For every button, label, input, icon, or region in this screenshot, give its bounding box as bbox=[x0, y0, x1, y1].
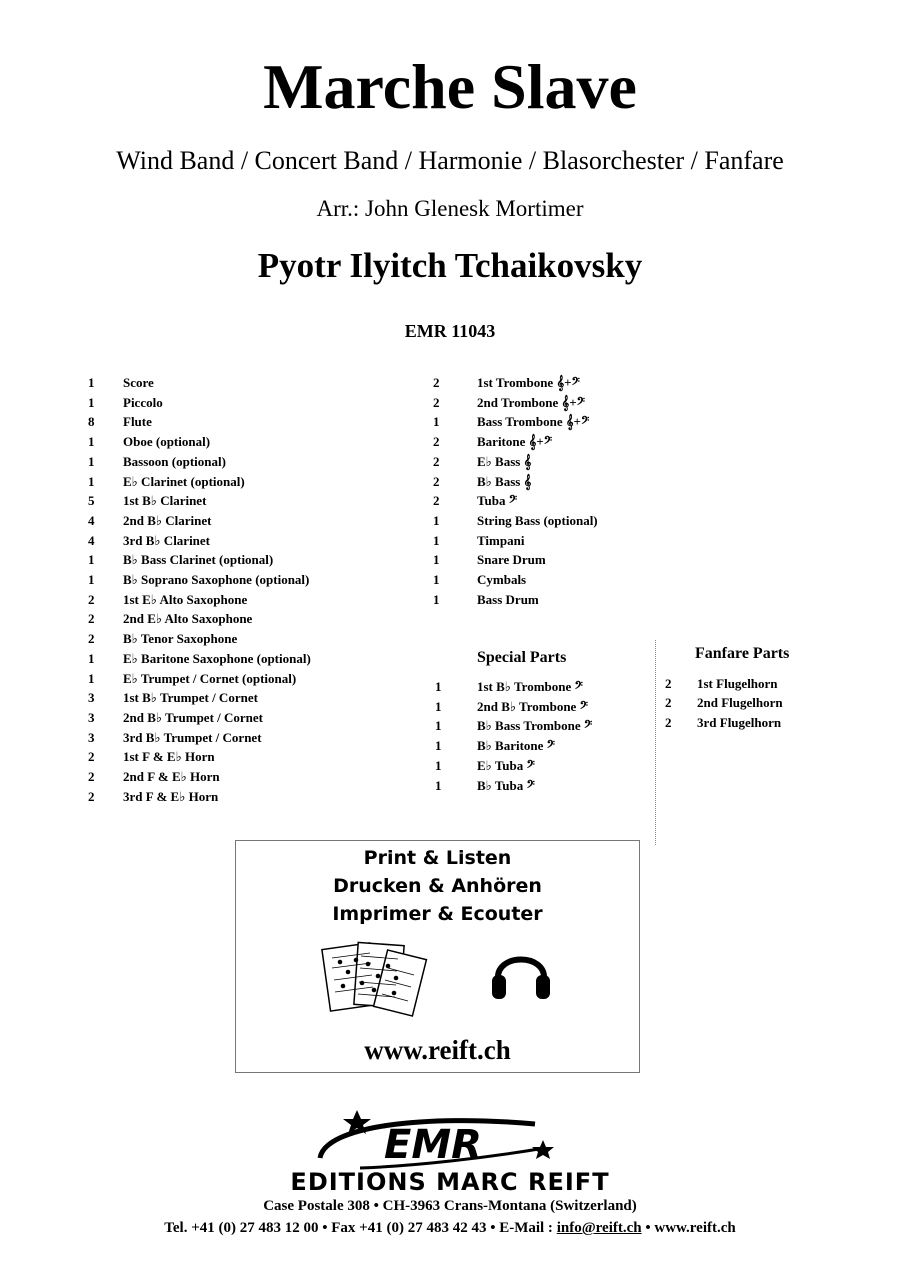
part-quantity: 1 bbox=[435, 757, 442, 773]
arranger-credit: Arr.: John Glenesk Mortimer bbox=[316, 196, 584, 221]
part-quantity: 2 bbox=[433, 434, 440, 450]
part-quantity: 2 bbox=[665, 714, 672, 730]
part-quantity: 2 bbox=[433, 375, 440, 390]
promo-line-english: Print & Listen bbox=[363, 847, 512, 869]
contact-website[interactable]: • www.reift.ch bbox=[641, 1220, 736, 1236]
part-name: Oboe (optional) bbox=[123, 434, 211, 450]
part-name: 1st B♭ Trombone 𝄢 bbox=[477, 679, 583, 694]
part-quantity: 1 bbox=[88, 434, 95, 450]
special-parts-list bbox=[435, 677, 655, 797]
part-name: B♭ Tenor Saxophone bbox=[123, 631, 238, 647]
part-quantity: 4 bbox=[88, 532, 95, 548]
part-quantity: 2 bbox=[88, 611, 95, 627]
part-name: 3rd F & E♭ Horn bbox=[123, 788, 219, 804]
page-title: Marche Slave bbox=[263, 51, 637, 122]
parts-list-right bbox=[433, 373, 663, 613]
part-name: E♭ Bass 𝄞 bbox=[477, 453, 532, 469]
part-name: 2nd E♭ Alto Saxophone bbox=[123, 611, 253, 627]
part-name: 2nd F & E♭ Horn bbox=[123, 769, 220, 784]
part-name: Bass Trombone 𝄞+𝄢 bbox=[477, 414, 590, 430]
part-quantity: 1 bbox=[435, 738, 442, 754]
part-name: 2nd B♭ Trombone 𝄢 bbox=[477, 698, 588, 714]
promo-line-german: Drucken & Anhören bbox=[333, 875, 542, 897]
part-quantity: 2 bbox=[433, 493, 440, 509]
part-name: Flute bbox=[123, 414, 152, 430]
email-link[interactable]: info@reift.ch bbox=[556, 1220, 642, 1236]
part-quantity: 1 bbox=[88, 650, 95, 666]
part-quantity: 2 bbox=[433, 394, 440, 410]
part-name: B♭ Baritone 𝄢 bbox=[477, 738, 556, 754]
part-quantity: 1 bbox=[433, 414, 440, 430]
part-quantity: 2 bbox=[88, 749, 95, 765]
part-quantity: 3 bbox=[88, 690, 95, 706]
publisher-name: EDITIONS MARC REIFT bbox=[290, 1168, 610, 1196]
part-quantity: 1 bbox=[433, 512, 440, 528]
sheet-music-icon bbox=[316, 938, 431, 1020]
emr-logo bbox=[305, 1106, 565, 1172]
part-quantity: 1 bbox=[88, 670, 95, 686]
part-name: Score bbox=[123, 375, 154, 390]
part-name: 1st Flugelhorn bbox=[697, 676, 778, 691]
part-quantity: 5 bbox=[88, 493, 95, 509]
part-name: 1st B♭ Trumpet / Cornet bbox=[123, 690, 258, 706]
headphones-icon bbox=[486, 939, 556, 1009]
part-name: 2nd Flugelhorn bbox=[697, 695, 783, 711]
part-name: E♭ Tuba 𝄢 bbox=[477, 757, 535, 773]
part-name: B♭ Bass 𝄞 bbox=[477, 473, 532, 489]
part-quantity: 2 bbox=[433, 453, 440, 469]
part-quantity: 1 bbox=[435, 718, 442, 734]
part-name: Bassoon (optional) bbox=[123, 453, 226, 469]
part-name: 3rd Flugelhorn bbox=[697, 714, 782, 730]
part-quantity: 1 bbox=[88, 552, 95, 568]
part-name: Snare Drum bbox=[477, 552, 546, 568]
part-name: B♭ Bass Trombone 𝄢 bbox=[477, 718, 593, 734]
part-quantity: 1 bbox=[88, 453, 95, 469]
part-name: B♭ Tuba 𝄢 bbox=[477, 777, 535, 793]
part-quantity: 2 bbox=[665, 695, 672, 711]
part-name: B♭ Bass Clarinet (optional) bbox=[123, 552, 274, 568]
part-quantity: 2 bbox=[88, 591, 95, 607]
ensemble-subtitle: Wind Band / Concert Band / Harmonie / Blasorchester / Fanfare bbox=[116, 146, 784, 175]
part-name: Cymbals bbox=[477, 572, 527, 587]
fanfare-parts-list bbox=[665, 674, 865, 734]
part-name: 2nd B♭ Trumpet / Cornet bbox=[123, 709, 263, 725]
part-name: Piccolo bbox=[123, 394, 163, 410]
part-quantity: 4 bbox=[88, 512, 95, 528]
part-name: Baritone 𝄞+𝄢 bbox=[477, 434, 553, 450]
part-quantity: 8 bbox=[88, 414, 95, 430]
part-quantity: 2 bbox=[665, 676, 672, 691]
part-name: 1st Trombone 𝄞+𝄢 bbox=[477, 375, 580, 390]
column-divider bbox=[655, 640, 656, 845]
print-listen-box bbox=[235, 840, 640, 1073]
part-name: B♭ Soprano Saxophone (optional) bbox=[123, 572, 310, 587]
contact-phone-fax: Tel. +41 (0) 27 483 12 00 • Fax +41 (0) 27 483 42 43 • E-Mail : bbox=[164, 1220, 557, 1236]
publisher-address: Case Postale 308 • CH-3963 Crans-Montana (Switzerland) bbox=[263, 1198, 637, 1214]
svg-text:EMR: EMR bbox=[384, 1122, 482, 1168]
part-name: Timpani bbox=[477, 532, 525, 548]
part-name: 3rd B♭ Clarinet bbox=[123, 532, 211, 548]
part-quantity: 2 bbox=[88, 788, 95, 804]
part-quantity: 1 bbox=[88, 375, 95, 390]
part-name: String Bass (optional) bbox=[477, 512, 598, 528]
part-quantity: 2 bbox=[88, 631, 95, 647]
part-name: E♭ Trumpet / Cornet (optional) bbox=[123, 670, 297, 686]
part-quantity: 1 bbox=[435, 698, 442, 714]
composer-name: Pyotr Ilyitch Tchaikovsky bbox=[257, 246, 643, 285]
special-parts-heading: Special Parts bbox=[477, 649, 567, 666]
publisher-contact bbox=[0, 1220, 900, 1237]
part-name: E♭ Clarinet (optional) bbox=[123, 473, 245, 489]
promo-url[interactable]: www.reift.ch bbox=[364, 1035, 511, 1065]
part-name: 3rd B♭ Trumpet / Cornet bbox=[123, 729, 262, 745]
part-quantity: 1 bbox=[433, 532, 440, 548]
parts-list-left bbox=[88, 373, 418, 803]
part-name: 1st B♭ Clarinet bbox=[123, 493, 207, 509]
promo-line-french: Imprimer & Ecouter bbox=[332, 903, 543, 925]
part-quantity: 1 bbox=[88, 572, 95, 587]
part-quantity: 2 bbox=[88, 769, 95, 784]
part-quantity: 1 bbox=[433, 591, 440, 607]
part-name: E♭ Baritone Saxophone (optional) bbox=[123, 650, 311, 666]
part-name: 1st E♭ Alto Saxophone bbox=[123, 591, 248, 607]
part-name: 2nd B♭ Clarinet bbox=[123, 512, 212, 528]
part-name: Bass Drum bbox=[477, 591, 539, 607]
part-quantity: 1 bbox=[433, 552, 440, 568]
part-quantity: 3 bbox=[88, 729, 95, 745]
part-quantity: 2 bbox=[433, 473, 440, 489]
part-name: Tuba 𝄢 bbox=[477, 493, 518, 509]
part-quantity: 3 bbox=[88, 709, 95, 725]
part-quantity: 1 bbox=[88, 473, 95, 489]
part-name: 2nd Trombone 𝄞+𝄢 bbox=[477, 394, 585, 410]
part-quantity: 1 bbox=[88, 394, 95, 410]
fanfare-parts-heading: Fanfare Parts bbox=[695, 645, 790, 662]
part-quantity: 1 bbox=[433, 572, 440, 587]
part-quantity: 1 bbox=[435, 679, 442, 694]
part-name: 1st F & E♭ Horn bbox=[123, 749, 215, 765]
part-quantity: 1 bbox=[435, 777, 442, 793]
catalog-number: EMR 11043 bbox=[404, 321, 496, 341]
